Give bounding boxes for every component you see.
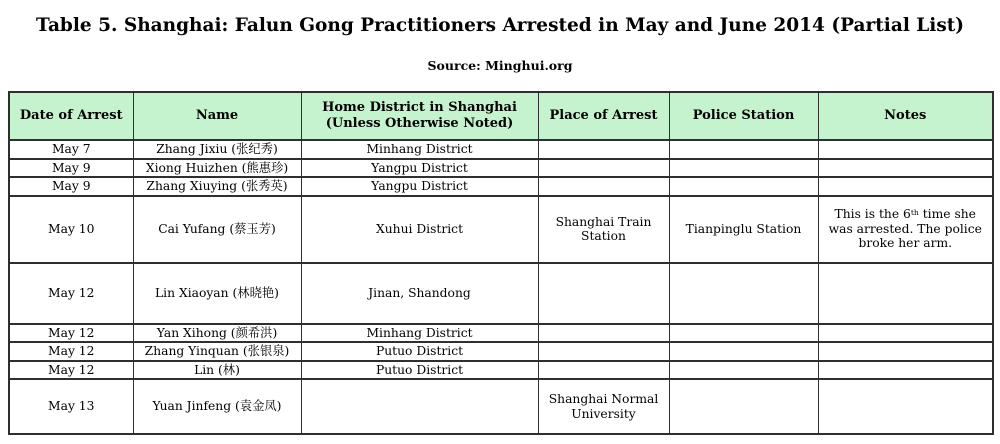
cell-name: Lin (林) <box>133 361 301 380</box>
header-line: Date of Arrest <box>19 108 123 124</box>
cell-notes <box>818 140 993 159</box>
ordinal-superscript: th <box>910 208 919 218</box>
cell-place-of-arrest <box>538 140 669 159</box>
cell-place-of-arrest <box>538 324 669 343</box>
header-line: Home District in Shanghai <box>322 99 517 115</box>
source-line: Source: Minghui.org <box>427 58 573 74</box>
cell-date: May 12 <box>9 361 133 380</box>
arrests-table <box>8 91 994 435</box>
cell-name: Lin Xiaoyan (林晓艳) <box>133 263 301 324</box>
table-row <box>9 159 993 178</box>
table-row <box>9 263 993 324</box>
header-line: (Unless Otherwise Noted) <box>325 116 514 132</box>
cell-name: Xiong Huizhen (熊惠珍) <box>133 159 301 178</box>
cell-name: Cai Yufang (蔡玉芳) <box>133 196 301 263</box>
cell-place-of-arrest: Shanghai Train Station <box>538 196 669 263</box>
cell-date: May 12 <box>9 342 133 361</box>
notes-text: This is the 6 <box>834 207 911 222</box>
cell-name: Zhang Xiuying (张秀英) <box>133 177 301 196</box>
cell-police-station <box>669 140 818 159</box>
table-row <box>9 140 993 159</box>
header-line: Name <box>195 108 239 124</box>
cell-police-station: Tianpinglu Station <box>669 196 818 263</box>
cell-police-station <box>669 177 818 196</box>
table-row <box>9 379 993 434</box>
cell-date: May 9 <box>9 159 133 178</box>
cell-date: May 7 <box>9 140 133 159</box>
table-row <box>9 196 993 263</box>
cell-name: Zhang Jixiu (张纪秀) <box>133 140 301 159</box>
header-row <box>9 92 993 140</box>
cell-place-of-arrest <box>538 177 669 196</box>
cell-date: May 12 <box>9 263 133 324</box>
cell-home-district: Minhang District <box>301 140 538 159</box>
cell-police-station <box>669 159 818 178</box>
column-header-notes <box>818 92 993 140</box>
table-row <box>9 177 993 196</box>
column-header-home-district <box>301 92 538 140</box>
cell-police-station <box>669 263 818 324</box>
header-line: Police Station <box>692 108 795 124</box>
cell-home-district: Yangpu District <box>301 177 538 196</box>
cell-name: Yan Xihong (颜希洪) <box>133 324 301 343</box>
cell-notes <box>818 342 993 361</box>
cell-notes <box>818 324 993 343</box>
cell-home-district: Yangpu District <box>301 159 538 178</box>
column-header-name <box>133 92 301 140</box>
column-header-police-station <box>669 92 818 140</box>
header-line: Place of Arrest <box>549 108 658 124</box>
cell-notes <box>818 263 993 324</box>
table-row <box>9 361 993 380</box>
cell-name: Zhang Yinquan (张银泉) <box>133 342 301 361</box>
cell-home-district: Putuo District <box>301 361 538 380</box>
cell-place-of-arrest <box>538 263 669 324</box>
cell-notes <box>818 196 993 263</box>
header-line: Notes <box>884 108 927 124</box>
cell-place-of-arrest: Shanghai Normal University <box>538 379 669 434</box>
cell-home-district: Xuhui District <box>301 196 538 263</box>
column-header-date-of-arrest <box>9 92 133 140</box>
cell-notes <box>818 379 993 434</box>
cell-police-station <box>669 324 818 343</box>
cell-place-of-arrest <box>538 342 669 361</box>
cell-home-district: Jinan, Shandong <box>301 263 538 324</box>
cell-notes <box>818 177 993 196</box>
cell-place-of-arrest <box>538 159 669 178</box>
cell-date: May 9 <box>9 177 133 196</box>
cell-date: May 12 <box>9 324 133 343</box>
cell-date: May 10 <box>9 196 133 263</box>
table-title: Table 5. Shanghai: Falun Gong Practitioners Arrested in May and June 2014 (Partial List) <box>35 15 965 36</box>
cell-notes <box>818 159 993 178</box>
cell-home-district: Putuo District <box>301 342 538 361</box>
cell-date: May 13 <box>9 379 133 434</box>
cell-police-station <box>669 379 818 434</box>
column-header-place-of-arrest <box>538 92 669 140</box>
notes-text: time she was arrested. The police broke her arm. <box>828 207 982 251</box>
cell-place-of-arrest <box>538 361 669 380</box>
cell-home-district: Minhang District <box>301 324 538 343</box>
table-row <box>9 342 993 361</box>
cell-police-station <box>669 342 818 361</box>
cell-home-district <box>301 379 538 434</box>
cell-notes <box>818 361 993 380</box>
cell-name: Yuan Jinfeng (袁金凤) <box>133 379 301 434</box>
table-row <box>9 324 993 343</box>
cell-police-station <box>669 361 818 380</box>
